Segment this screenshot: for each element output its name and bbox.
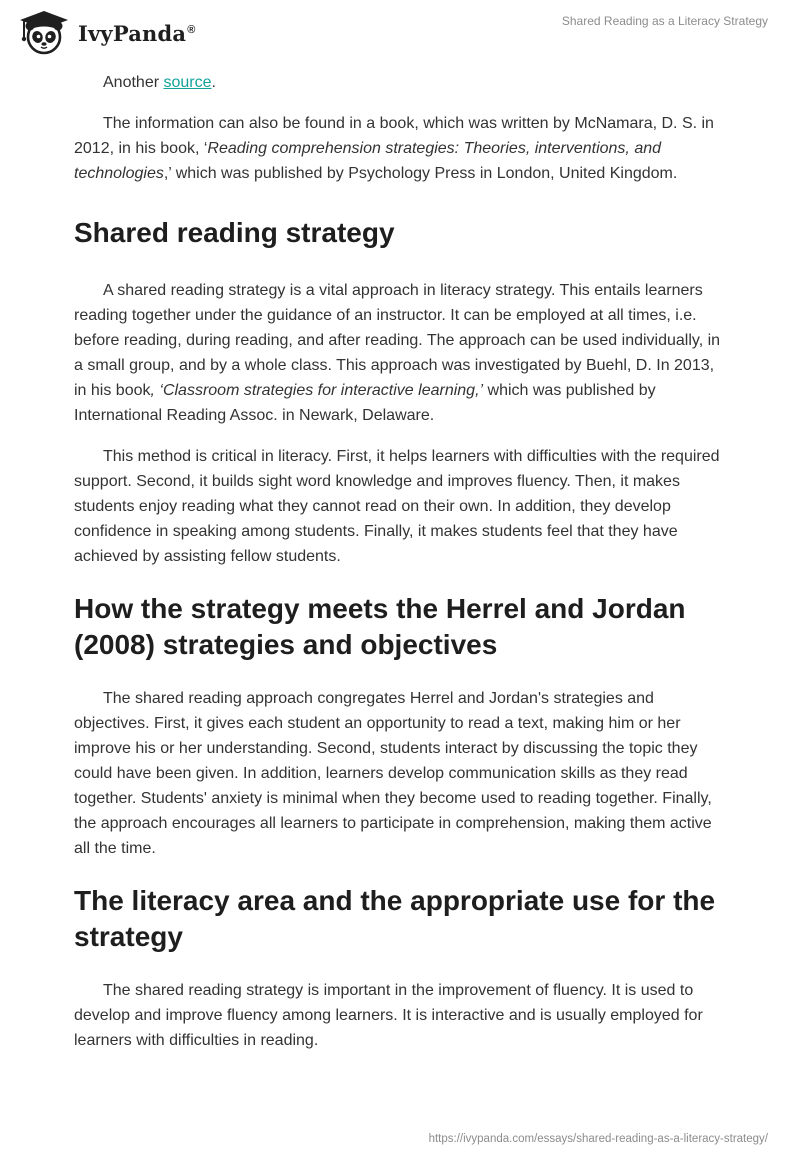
essay-content xyxy=(74,70,728,1053)
section1-paragraph-2: This method is critical in literacy. First, it helps learners with difficulties with the required support. Second, it builds sight word knowledge and improves fluency. Then, it makes students enjoy reading what they cannot read on their own. In addition, they develop confidence in speaking among students. Finally, it makes students feel that they have achieved by assisting fellow students. xyxy=(74,448,720,565)
panda-graduate-icon xyxy=(16,9,72,55)
source-link[interactable]: source xyxy=(163,74,212,91)
section3-paragraph-1: The shared reading strategy is important in the improvement of fluency. It is used to develop and improve fluency among learners. It is interactive and is usually employed for learners with difficulties in reading. xyxy=(74,982,703,1049)
book-title-italic: , ‘Classroom strategies for interactive learning,’ xyxy=(150,382,484,399)
page-header xyxy=(0,0,800,64)
brand-name: IvyPanda® xyxy=(78,20,196,46)
section-heading-shared-reading: Shared reading strategy xyxy=(74,217,395,248)
book-title-italic: Reading comprehension strategies: Theories, interventions, and technologies xyxy=(74,140,662,182)
section2-paragraph-1: The shared reading approach congregates Herrel and Jordan's strategies and objectives. First, it gives each student an opportunity to read a text, making him or her improve his or her understanding. Second, students interact by discussing the topic they could have been given. In addition, learners develop communication skills as they read together. Students' anxiety is minimal when they become used to reading together. Finally, the approach encourages all learners to participate in comprehension, making them active all the time. xyxy=(74,690,712,857)
footer-url[interactable]: https://ivypanda.com/essays/shared-reading-as-a-literacy-strategy/ xyxy=(428,1133,768,1145)
section-heading-literacy-area: The literacy area and the appropriate use for the strategy xyxy=(74,885,716,952)
section1-paragraph-1: A shared reading strategy is a vital approach in literacy strategy. This entails learners reading together under the guidance of an instructor. It can be employed at all times, i.e. before reading, during reading, and after reading. The approach can be used individually, in a small group, and by a whole class. This approach was investigated by Buehl, D. In 2013, in his book, ‘Classroom strategies for interactive learning,’ which was published by International Reading Assoc. in Newark, Delaware. xyxy=(74,282,721,424)
registered-mark: ® xyxy=(187,23,196,36)
brand-logo[interactable] xyxy=(16,9,196,55)
section-heading-herrel-jordan: How the strategy meets the Herrel and Jordan (2008) strategies and objectives xyxy=(74,593,686,660)
source-line: Another source. xyxy=(103,74,216,91)
intro-paragraph: The information can also be found in a book, which was written by McNamara, D. S. in 2012, in his book, ‘Reading comprehension strategies: Theories, interventions, and technologies,’ which was published by Psychology Press in London, United Kingdom. xyxy=(74,115,714,182)
document-title: Shared Reading as a Literacy Strategy xyxy=(561,14,768,28)
